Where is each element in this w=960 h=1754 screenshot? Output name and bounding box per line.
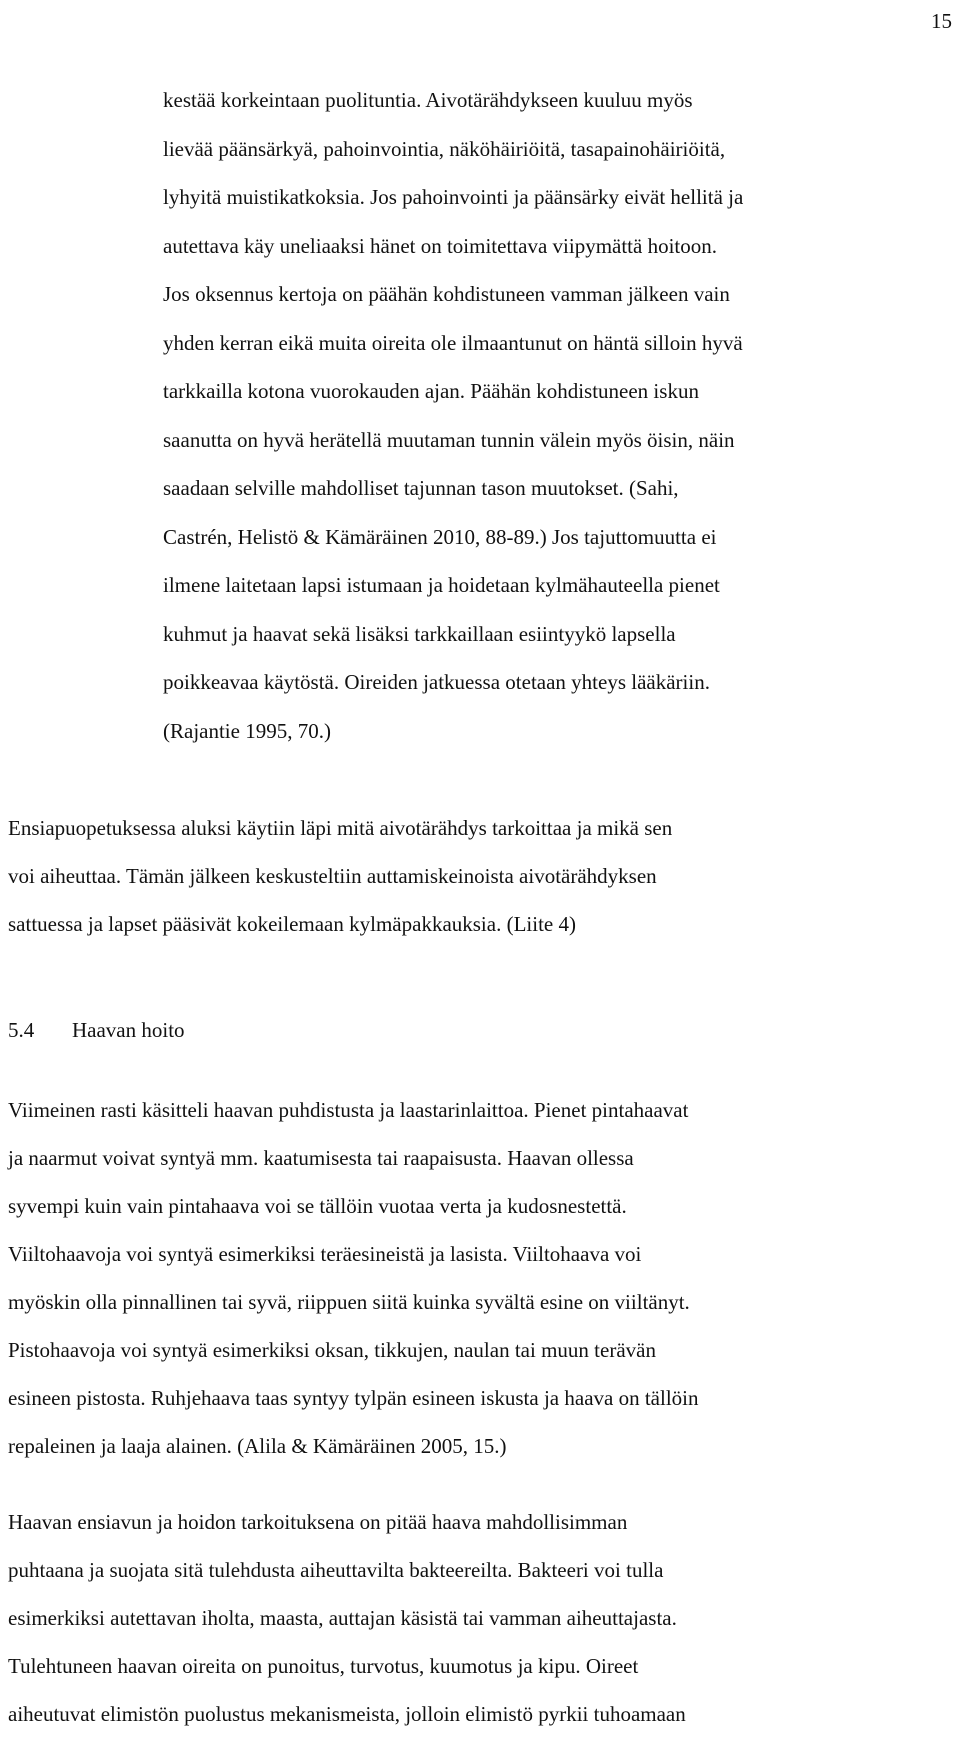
section-number: 5.4	[8, 1018, 35, 1042]
text-line: tarkkailla kotona vuorokauden ajan. Päähän kohdistuneen iskun	[163, 379, 699, 403]
text-line: ja naarmut voivat syntyä mm. kaatumisesta tai raapaisusta. Haavan ollessa	[8, 1146, 634, 1170]
indented-quote-block	[163, 76, 943, 755]
text-line: esimerkiksi autettavan iholta, maasta, auttajan käsistä tai vamman aiheuttajasta.	[8, 1606, 677, 1630]
text-line: myöskin olla pinnallinen tai syvä, riippuen siitä kuinka syvältä esine on viiltänyt.	[8, 1290, 690, 1314]
text-line: Castrén, Helistö & Kämäräinen 2010, 88-89.) Jos tajuttomuutta ei	[163, 524, 717, 549]
text-line: Viimeinen rasti käsitteli haavan puhdistusta ja laastarinlaittoa. Pienet pintahaavat	[8, 1098, 689, 1122]
text-line: lyhyitä muistikatkoksia. Jos pahoinvointi ja päänsärky eivät hellitä ja	[163, 185, 744, 209]
text-line: sattuessa ja lapset pääsivät kokeilemaan kylmäpakkauksia. (Liite 4)	[8, 912, 576, 936]
section-title: Haavan hoito	[72, 1018, 185, 1042]
text-line: autettava käy uneliaaksi hänet on toimitettava viipymättä hoitoon.	[163, 233, 718, 258]
page-number: 15	[931, 9, 952, 33]
paragraph-wound-types	[8, 1086, 944, 1470]
text-line: syvempi kuin vain pintahaava voi se tällöin vuotaa verta ja kudosnestettä.	[8, 1194, 627, 1218]
text-line: (Rajantie 1995, 70.)	[163, 718, 331, 743]
text-line: puhtaana ja suojata sitä tulehdusta aiheuttavilta bakteereilta. Bakteeri voi tulla	[8, 1558, 664, 1582]
text-line: ilmene laitetaan lapsi istumaan ja hoidetaan kylmähauteella pienet	[163, 573, 720, 597]
section-heading	[8, 1015, 185, 1045]
text-line: kuhmut ja haavat sekä lisäksi tarkkaillaan esiintyykö lapsella	[163, 621, 676, 646]
text-line: esineen pistosta. Ruhjehaava taas syntyy tylpän esineen iskusta ja haava on tällöin	[8, 1386, 699, 1410]
text-line: Haavan ensiavun ja hoidon tarkoituksena on pitää haava mahdollisimman	[8, 1510, 628, 1534]
text-line: lievää päänsärkyä, pahoinvointia, näköhäiriöitä, tasapainohäiriöitä,	[163, 136, 726, 161]
text-line: yhden kerran eikä muita oireita ole ilmaantunut on häntä silloin hyvä	[163, 330, 743, 355]
text-line: kestää korkeintaan puolituntia. Aivotärähdykseen kuuluu myös	[163, 88, 693, 112]
text-line: voi aiheuttaa. Tämän jälkeen keskusteltiin auttamiskeinoista aivotärähdyksen	[8, 864, 657, 888]
text-line: Jos oksennus kertoja on päähän kohdistuneen vamman jälkeen vain	[163, 282, 730, 306]
text-line: saanutta on hyvä herätellä muutaman tunnin välein myös öisin, näin	[163, 427, 735, 452]
text-line: Tulehtuneen haavan oireita on punoitus, turvotus, kuumotus ja kipu. Oireet	[8, 1654, 639, 1678]
text-line: saadaan selville mahdolliset tajunnan tason muutokset. (Sahi,	[163, 476, 679, 500]
text-line: aiheutuvat elimistön puolustus mekanismeista, jolloin elimistö pyrkii tuhoamaan	[8, 1702, 686, 1726]
text-line: Pistohaavoja voi syntyä esimerkiksi oksan, tikkujen, naulan tai muun terävän	[8, 1338, 656, 1362]
text-line: Ensiapuopetuksessa aluksi käytiin läpi mitä aivotärähdys tarkoittaa ja mikä sen	[8, 816, 673, 840]
text-line: Viiltohaavoja voi syntyä esimerkiksi teräesineistä ja lasista. Viiltohaava voi	[8, 1242, 642, 1266]
paragraph-first-aid-lesson	[8, 804, 944, 948]
text-line: poikkeavaa käytöstä. Oireiden jatkuessa otetaan yhteys lääkäriin.	[163, 670, 710, 694]
text-line: repaleinen ja laaja alainen. (Alila & Kämäräinen 2005, 15.)	[8, 1434, 507, 1458]
paragraph-wound-care-purpose	[8, 1498, 944, 1738]
